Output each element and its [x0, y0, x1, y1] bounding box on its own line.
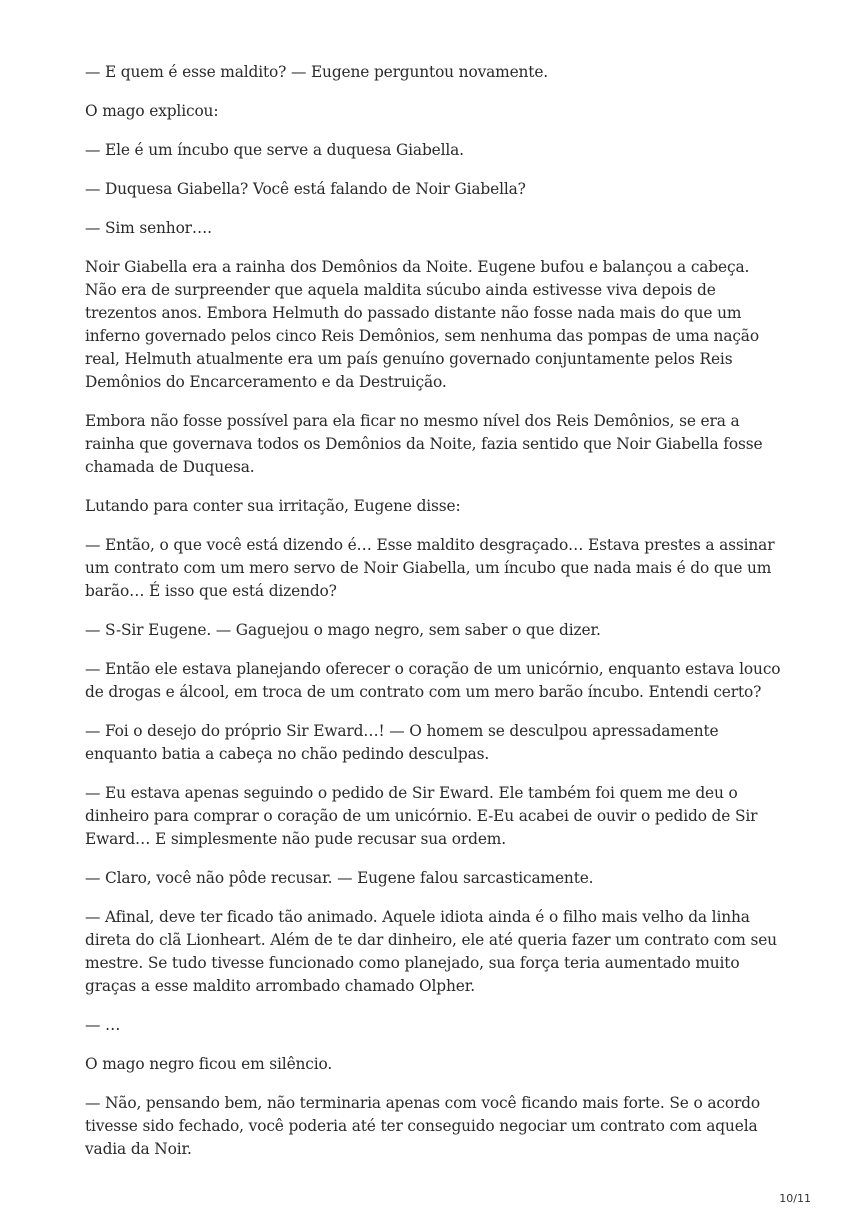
- paragraph: — Ele é um íncubo que serve a duquesa Giabella.: [85, 141, 464, 159]
- paragraph: — Sim senhor….: [85, 219, 212, 237]
- paragraph: — Afinal, deve ter ficado tão animado. Aquele idiota ainda é o filho mais velho da linha direta do clã Lionheart. Além de te dar dinheiro, ele até queria fazer um contrato com seu mestre. Se tudo tivesse funcionado como planejado, sua força teria aumentado muito graças a esse maldito arrombado chamado Olpher.: [85, 908, 777, 995]
- paragraph: O mago explicou:: [85, 102, 219, 120]
- paragraph: — Então ele estava planejando oferecer o coração de um unicórnio, enquanto estava louco de drogas e álcool, em troca de um contrato com um mero barão íncubo. Entendi certo?: [85, 660, 781, 701]
- paragraph: O mago negro ficou em silêncio.: [85, 1055, 333, 1073]
- paragraph: — Duquesa Giabella? Você está falando de Noir Giabella?: [85, 180, 526, 198]
- document-body: [85, 61, 785, 1177]
- paragraph: — Claro, você não pôde recusar. — Eugene falou sarcasticamente.: [85, 869, 594, 887]
- paragraph: — Eu estava apenas seguindo o pedido de Sir Eward. Ele também foi quem me deu o dinheiro para comprar o coração de um unicórnio. E-Eu acabei de ouvir o pedido de Sir Eward… E simplesmente não pude recusar sua ordem.: [85, 784, 758, 848]
- paragraph: — E quem é esse maldito? — Eugene perguntou novamente.: [85, 63, 549, 81]
- paragraph: Embora não fosse possível para ela ficar no mesmo nível dos Reis Demônios, se era a rainha que governava todos os Demônios da Noite, fazia sentido que Noir Giabella fosse chamada de Duquesa.: [85, 412, 763, 476]
- paragraph: — Então, o que você está dizendo é… Esse maldito desgraçado… Estava prestes a assinar um contrato com um mero servo de Noir Giabella, um íncubo que nada mais é do que um barão… É isso que está dizendo?: [85, 536, 775, 600]
- paragraph: — …: [85, 1016, 121, 1034]
- paragraph: Noir Giabella era a rainha dos Demônios da Noite. Eugene bufou e balançou a cabeça. Não era de surpreender que aquela maldita súcubo ainda estivesse viva depois de trezentos anos. Embora Helmuth do passado distante não fosse nada mais do que um inferno governado pelos cinco Reis Demônios, sem nenhuma das pompas de uma nação real, Helmuth atualmente era um país genuíno governado conjuntamente pelos Reis Demônios do Encarceramento e da Destruição.: [85, 258, 759, 391]
- paragraph: — Não, pensando bem, não terminaria apenas com você ficando mais forte. Se o acordo tivesse sido fechado, você poderia até ter conseguido negociar um contrato com aquela vadia da Noir.: [85, 1094, 761, 1158]
- paragraph: — Foi o desejo do próprio Sir Eward…! — O homem se desculpou apressadamente enquanto batia a cabeça no chão pedindo desculpas.: [85, 722, 719, 763]
- page-number: 10/11: [779, 1192, 811, 1205]
- paragraph: Lutando para conter sua irritação, Eugene disse:: [85, 497, 461, 515]
- paragraph: — S-Sir Eugene. — Gaguejou o mago negro, sem saber o que dizer.: [85, 621, 601, 639]
